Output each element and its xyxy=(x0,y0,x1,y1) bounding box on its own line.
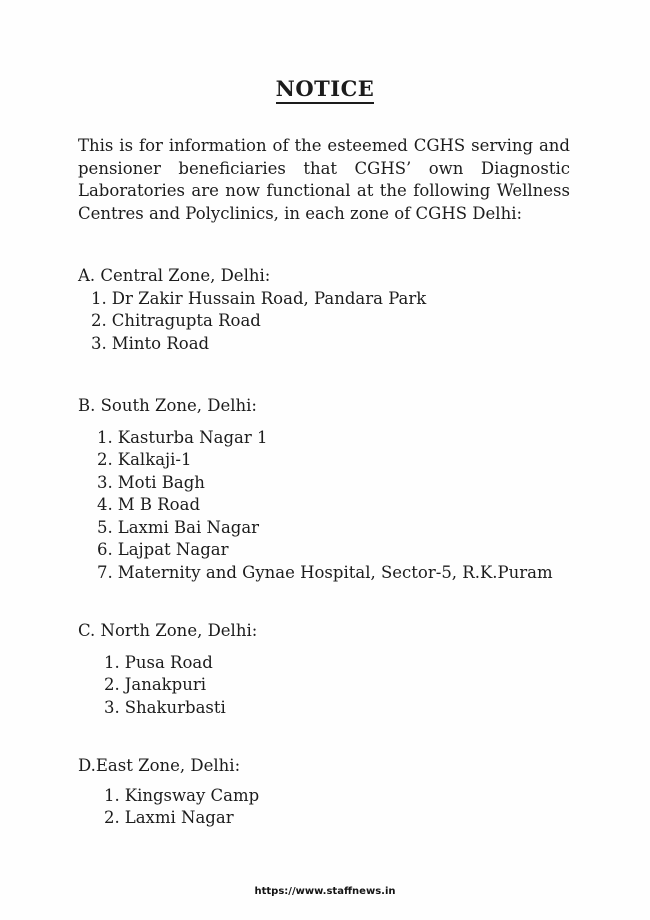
zone-item-list xyxy=(104,785,598,830)
item-number: 2. xyxy=(91,311,107,330)
item-number: 7. xyxy=(97,562,113,582)
item-number: 1. xyxy=(97,427,113,447)
list-item xyxy=(91,288,598,311)
item-number: 5. xyxy=(97,517,113,537)
list-item xyxy=(104,807,598,830)
intro-line: Laboratories are now functional at the following Wellness xyxy=(78,181,570,200)
zone-item-list xyxy=(97,427,598,585)
list-item xyxy=(91,310,598,333)
item-label: Kasturba Nagar 1 xyxy=(117,427,268,447)
item-label: Pusa Road xyxy=(124,652,213,672)
zone-section xyxy=(78,620,598,719)
item-label: Laxmi Bai Nagar xyxy=(117,517,260,537)
intro-paragraph xyxy=(78,135,570,225)
zone-section xyxy=(78,395,598,584)
list-item xyxy=(97,539,598,562)
item-number: 4. xyxy=(97,495,113,514)
list-item xyxy=(91,333,598,356)
zone-heading: D.East Zone, Delhi: xyxy=(78,756,241,775)
item-number: 1. xyxy=(91,288,107,308)
zone-item-list xyxy=(104,652,598,720)
item-label: Dr Zakir Hussain Road, Pandara Park xyxy=(111,288,427,308)
page-title-text: NOTICE xyxy=(276,76,375,104)
intro-line: This is for information of the esteemed CGHS serving and xyxy=(78,136,570,155)
item-number: 2. xyxy=(104,675,120,694)
item-number: 1. xyxy=(104,785,120,805)
zone-heading: A. Central Zone, Delhi: xyxy=(78,266,271,285)
zone-item-list xyxy=(91,288,598,356)
item-label: Laxmi Nagar xyxy=(124,808,234,827)
intro-line: Centres and Polyclinics, in each zone of CGHS Delhi: xyxy=(78,203,523,223)
list-item xyxy=(97,449,598,472)
item-number: 3. xyxy=(97,472,113,492)
item-label: Kingsway Camp xyxy=(124,785,260,805)
intro-line: pensioner beneficiaries that CGHS’ own Diagnostic xyxy=(78,158,570,178)
list-item xyxy=(104,697,598,720)
list-item xyxy=(97,517,598,540)
list-item xyxy=(104,652,598,675)
item-label: Chitragupta Road xyxy=(111,311,261,330)
item-label: Kalkaji-1 xyxy=(117,450,192,469)
list-item xyxy=(97,472,598,495)
item-number: 1. xyxy=(104,652,120,672)
item-label: Shakurbasti xyxy=(124,697,226,717)
item-label: Lajpat Nagar xyxy=(117,540,229,559)
list-item xyxy=(104,674,598,697)
list-item xyxy=(104,785,598,808)
item-number: 6. xyxy=(97,540,113,559)
list-item xyxy=(97,494,598,517)
item-label: Moti Bagh xyxy=(117,472,205,492)
item-label: Minto Road xyxy=(111,333,210,353)
zone-heading: C. North Zone, Delhi: xyxy=(78,621,258,640)
item-number: 3. xyxy=(104,697,120,717)
footer-url: https://www.staffnews.in xyxy=(254,886,396,897)
item-label: Maternity and Gynae Hospital, Sector-5, R.K.Puram xyxy=(117,562,553,582)
item-label: Janakpuri xyxy=(124,675,207,694)
zone-section xyxy=(78,755,598,830)
item-label: M B Road xyxy=(117,495,201,514)
list-item xyxy=(97,427,598,450)
zone-section xyxy=(78,265,598,355)
zone-heading: B. South Zone, Delhi: xyxy=(78,396,257,415)
list-item xyxy=(97,562,598,585)
item-number: 3. xyxy=(91,333,107,353)
page-title xyxy=(0,76,650,101)
item-number: 2. xyxy=(104,808,120,827)
item-number: 2. xyxy=(97,450,113,469)
